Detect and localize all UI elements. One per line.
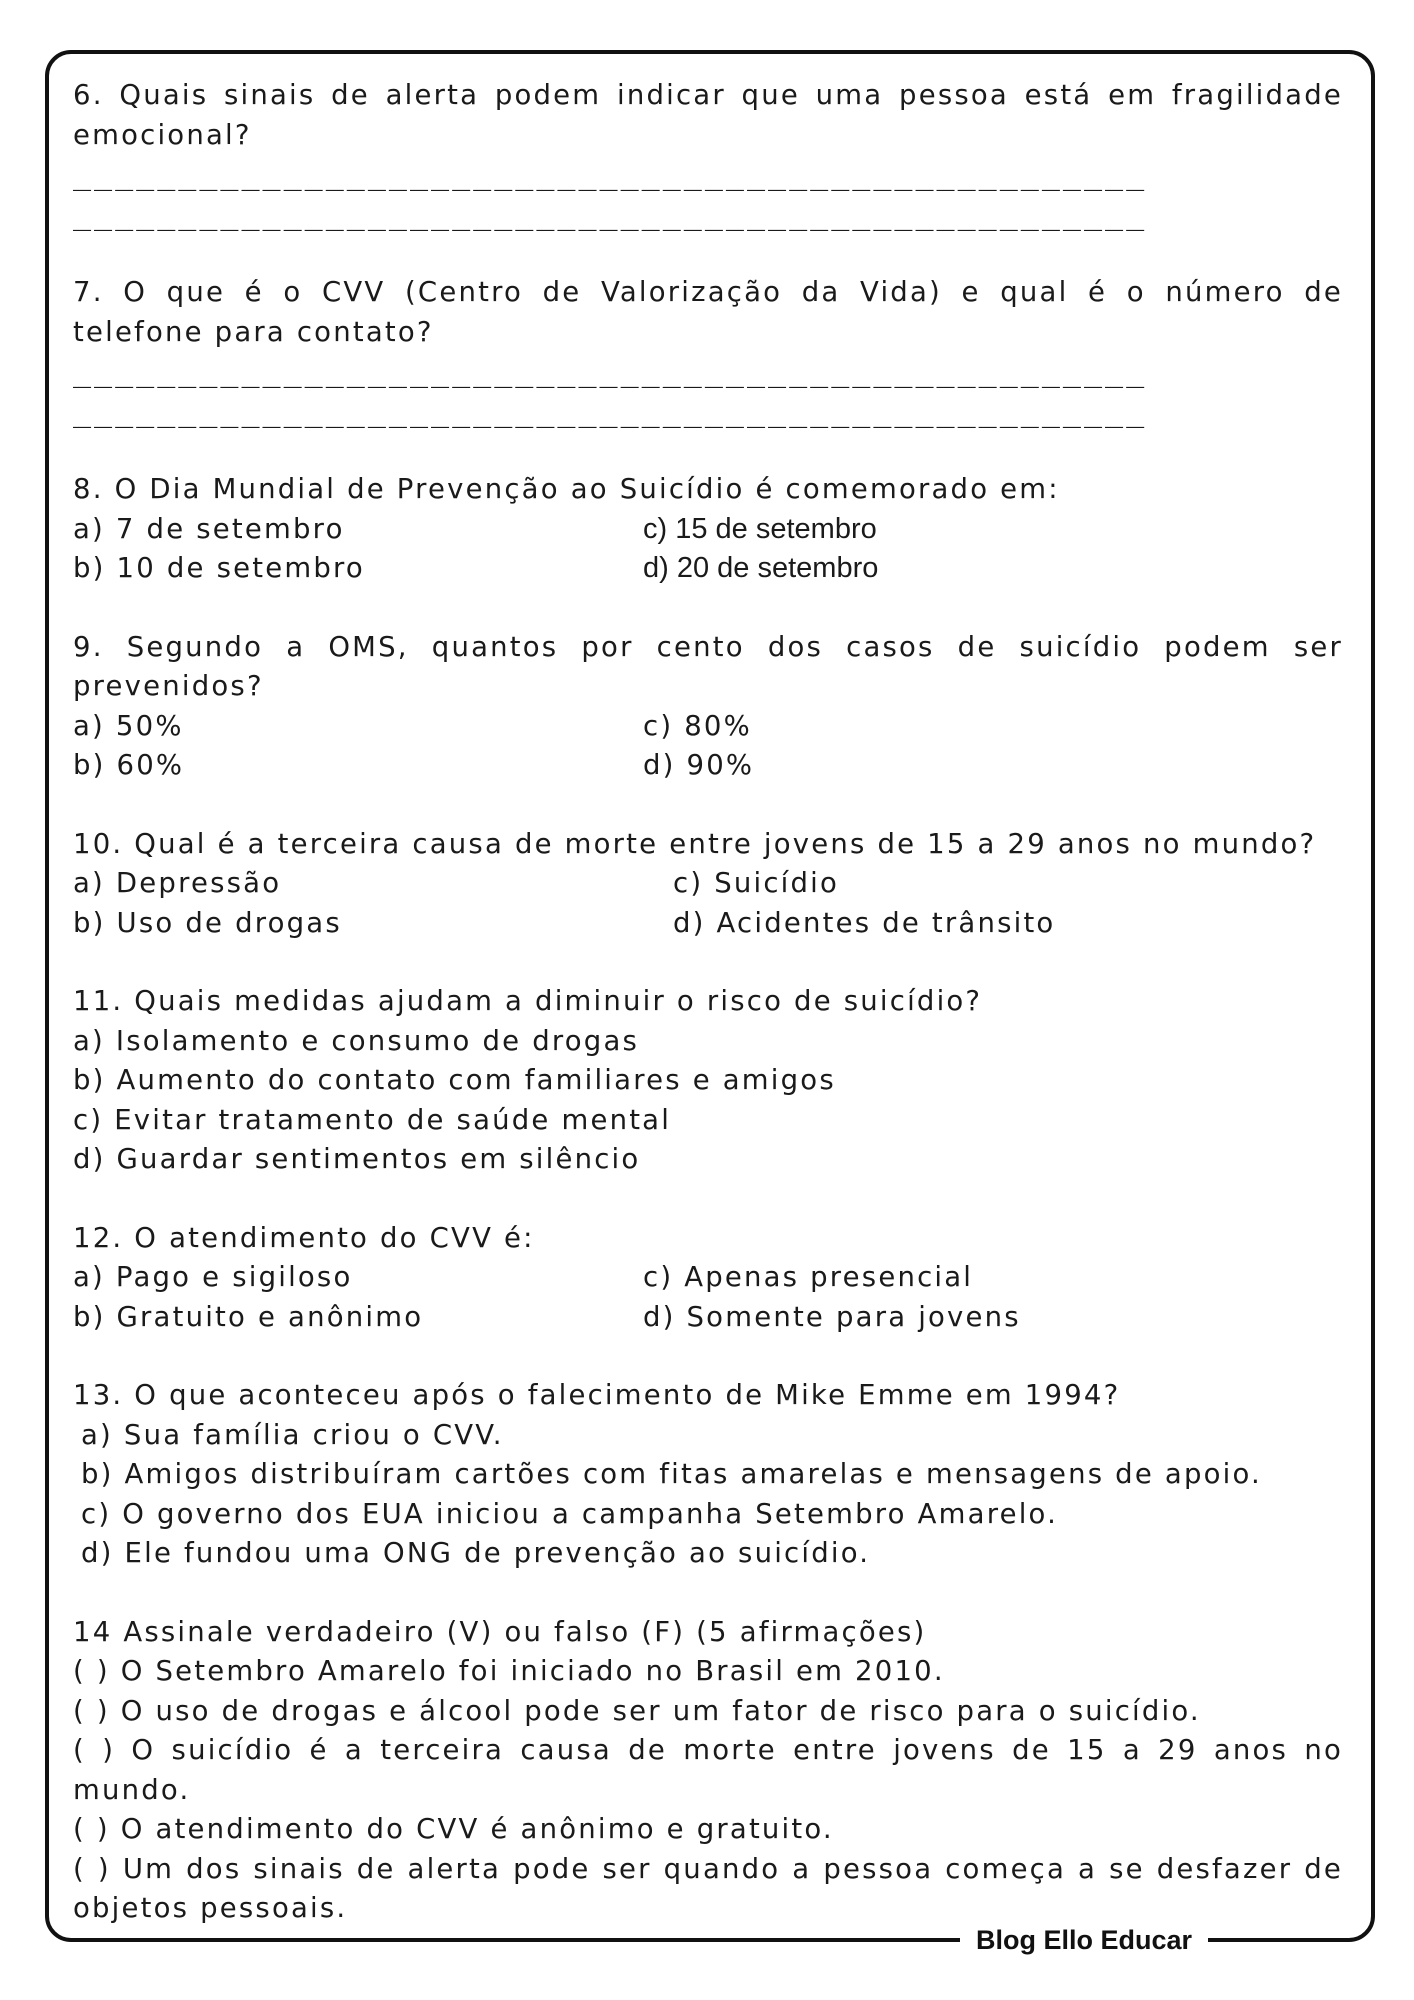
option-b: b) Gratuito e anônimo (73, 1300, 424, 1333)
option-b: b) Amigos distribuíram cartões com fitas amarelas e mensagens de apoio. (81, 1458, 1262, 1490)
option-c: c) Evitar tratamento de saúde mental (73, 1103, 672, 1136)
question-11 (73, 982, 1343, 1180)
worksheet (73, 76, 1343, 1968)
option-b: b) Aumento do contato com familiares e amigos (73, 1064, 836, 1096)
answer-line: ___________________________________________________ (73, 393, 1148, 429)
question-13-text: 13. O que aconteceu após o falecimento de Mike Emme em 1994? (73, 1379, 1121, 1411)
statement-4: ( ) O atendimento do CVV é anônimo e gratuito. (73, 1813, 834, 1845)
answer-line: ___________________________________________________ (73, 157, 1148, 192)
options-grid (73, 864, 1343, 943)
question-8-text: 8. O Dia Mundial de Prevenção ao Suicídio é comemorado em: (73, 473, 1060, 505)
question-6 (73, 76, 1343, 234)
statement-3: ( ) O suicídio é a terceira causa de morte entre jovens de 15 a 29 anos no mundo. (73, 1734, 1343, 1806)
option-a: a) Depressão (73, 867, 282, 899)
options-grid (73, 707, 1343, 786)
option-c: c) Apenas presencial (643, 1261, 974, 1293)
option-c: c) 15 de setembro (643, 512, 877, 545)
option-d: d) 20 de setembro (643, 552, 879, 584)
statement-2: ( ) O uso de drogas e álcool pode ser um fator de risco para o suicídio. (73, 1694, 1201, 1727)
option-d: d) Guardar sentimentos em silêncio (73, 1143, 641, 1175)
statement-1: ( ) O Setembro Amarelo foi iniciado no Brasil em 2010. (73, 1655, 945, 1687)
option-a: a) 50% (73, 709, 184, 742)
question-8 (73, 470, 1343, 589)
question-12-text: 12. O atendimento do CVV é: (73, 1221, 535, 1254)
option-a: a) Sua família criou o CVV. (81, 1418, 504, 1451)
option-a: a) Isolamento e consumo de drogas (73, 1024, 640, 1057)
question-14-text: 14 Assinale verdadeiro (V) ou falso (F) (5 afirmações) (73, 1615, 927, 1648)
option-a: a) 7 de setembro (73, 512, 345, 545)
option-d: d) 90% (643, 749, 755, 781)
question-9-text: 9. Segundo a OMS, quantos por cento dos casos de suicídio podem ser prevenidos? (73, 630, 1343, 702)
option-b: b) 10 de setembro (73, 552, 365, 584)
option-c: c) Suicídio (673, 867, 839, 899)
option-d: d) Somente para jovens (643, 1300, 1021, 1333)
option-d: d) Ele fundou uma ONG de prevenção ao suicídio. (81, 1537, 871, 1569)
blog-footer-label: Blog Ello Educar (960, 1922, 1208, 1958)
answer-line: ___________________________________________________ (73, 354, 1148, 389)
question-10 (73, 825, 1343, 944)
question-10-text: 10. Qual é a terceira causa de morte entre jovens de 15 a 29 anos no mundo? (73, 827, 1317, 860)
question-7 (73, 273, 1343, 431)
option-d: d) Acidentes de trânsito (673, 906, 1056, 939)
question-12 (73, 1219, 1343, 1338)
option-a: a) Pago e sigiloso (73, 1261, 353, 1293)
options-grid (73, 1258, 1343, 1337)
question-6-text: 6. Quais sinais de alerta podem indicar que uma pessoa está em fragilidade emocional? (73, 79, 1343, 151)
question-11-text: 11. Quais medidas ajudam a diminuir o risco de suicídio? (73, 985, 983, 1017)
statement-5: ( ) Um dos sinais de alerta pode ser quando a pessoa começa a se desfazer de objetos pessoais. (73, 1852, 1343, 1924)
option-c: c) O governo dos EUA iniciou a campanha Setembro Amarelo. (81, 1497, 1059, 1530)
answer-line: ___________________________________________________ (73, 196, 1148, 232)
options-grid (73, 510, 1343, 589)
option-b: b) Uso de drogas (73, 906, 342, 939)
question-9 (73, 628, 1343, 786)
option-b: b) 60% (73, 749, 185, 781)
question-14 (73, 1613, 1343, 1929)
option-c: c) 80% (643, 709, 752, 742)
question-13 (73, 1376, 1343, 1574)
question-7-text: 7. O que é o CVV (Centro de Valorização da Vida) e qual é o número de telefone para contato? (73, 276, 1343, 348)
